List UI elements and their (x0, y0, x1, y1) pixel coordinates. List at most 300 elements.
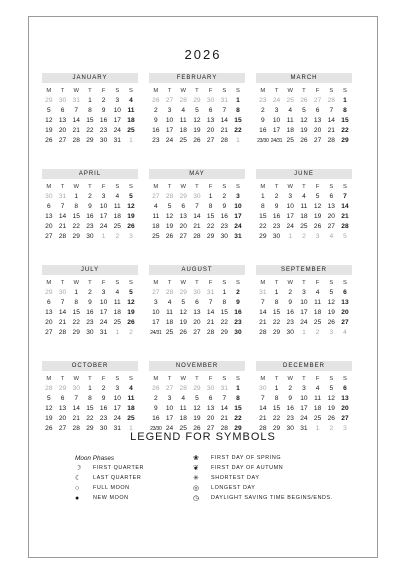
day-cell: 1 (222, 289, 227, 297)
day-cell: 31 (113, 137, 121, 145)
day-cell: 29 (179, 193, 187, 201)
day-cell: 6 (60, 395, 65, 403)
day-cell: 25 (313, 319, 322, 327)
month-july (42, 265, 138, 339)
longest-day-label: LONGEST DAY (211, 485, 256, 491)
day-cell: 29 (272, 425, 281, 433)
weekday-label: S (129, 280, 133, 286)
day-cell: 3 (302, 385, 306, 393)
day-cell: 11 (127, 395, 135, 403)
month-september (256, 265, 352, 339)
day-cell: 5 (343, 233, 347, 241)
day-cell: 27 (193, 329, 201, 337)
day-cell: 21 (58, 319, 67, 327)
day-cell: 14 (220, 117, 228, 125)
day-cell: 8 (88, 395, 92, 403)
day-cell: 29 (234, 425, 242, 433)
day-cell: 1 (74, 193, 79, 201)
day-cell: 5 (129, 193, 133, 201)
day-cell: 8 (274, 299, 279, 307)
day-cell: 29 (72, 329, 80, 337)
day-cell: 16 (286, 309, 294, 317)
week-row (42, 394, 138, 404)
day-cell: 31 (300, 425, 308, 433)
day-cell: 27 (152, 289, 160, 297)
day-cell: 26 (300, 137, 308, 145)
month-header: OCTOBER (42, 361, 138, 371)
shortest-day-icon: ✳ (193, 475, 200, 482)
day-cell: 31 (113, 425, 121, 433)
day-cell: 10 (152, 309, 160, 317)
day-cell: 2 (154, 107, 158, 115)
month-february (149, 73, 245, 147)
day-cell: 16 (99, 405, 108, 413)
new-moon-icon: ● (75, 494, 80, 502)
day-cell: 3 (274, 107, 279, 115)
day-cell: 2 (302, 233, 306, 241)
weekday-label: W (73, 376, 79, 382)
day-cell: 2 (315, 329, 320, 337)
day-cell: 9 (274, 203, 279, 211)
month-october (42, 361, 138, 435)
day-cell: 8 (222, 299, 227, 307)
weekday-label: S (329, 184, 334, 190)
weekday-label: F (315, 88, 320, 94)
day-cell: 15 (234, 405, 242, 413)
week-row (149, 394, 245, 404)
day-cell: 28 (220, 137, 228, 145)
week-row (149, 328, 245, 338)
day-cell: 15 (86, 117, 94, 125)
weekday-label: F (315, 376, 320, 382)
day-cell: 28 (45, 385, 53, 393)
day-cell: 1 (208, 193, 213, 201)
weekday-label: W (287, 88, 293, 94)
weekday-label: S (329, 88, 334, 94)
day-cell: 3 (167, 107, 172, 115)
spring-label: FIRST DAY OF SPRING (211, 455, 282, 461)
week-row (149, 212, 245, 222)
day-cell: 11 (127, 107, 135, 115)
day-cell: 3 (288, 193, 293, 201)
week-row (256, 384, 352, 394)
day-cell: 24 (99, 223, 108, 231)
day-cell: 25 (179, 425, 187, 433)
day-cell: 3 (329, 329, 334, 337)
day-cell: 1 (236, 137, 240, 145)
day-cell: 18 (127, 117, 135, 125)
week-row (149, 308, 245, 318)
day-cell: 24 (99, 319, 108, 327)
day-cell: 31 (58, 193, 67, 201)
day-cell: 20 (341, 309, 349, 317)
weekday-header-row (149, 182, 245, 192)
day-cell: 3 (129, 233, 133, 241)
day-cell: 7 (74, 395, 79, 403)
weekday-label: S (222, 184, 227, 190)
week-row (42, 202, 138, 212)
day-cell: 25 (113, 319, 121, 327)
day-cell: 25 (152, 233, 160, 241)
day-cell: 11 (166, 309, 173, 317)
day-cell: 11 (113, 203, 121, 211)
day-cell: 27 (327, 223, 335, 231)
weekday-label: T (60, 88, 65, 94)
weekday-label: S (129, 88, 133, 94)
weekday-label: M (46, 280, 52, 286)
day-cell: 16 (286, 405, 294, 413)
full-moon-label: FULL MOON (93, 485, 130, 491)
day-cell: 17 (165, 127, 174, 135)
day-cell: 17 (113, 117, 121, 125)
weekday-label: W (73, 184, 79, 190)
weekday-label: F (208, 184, 213, 190)
day-cell: 20 (313, 127, 322, 135)
week-row (256, 192, 352, 202)
day-cell: 21 (341, 213, 349, 221)
weekday-label: M (153, 88, 159, 94)
week-row (149, 126, 245, 136)
day-cell: 1 (261, 193, 265, 201)
weekday-label: F (101, 88, 106, 94)
day-cell: 5 (181, 299, 186, 307)
day-cell: 1 (129, 425, 133, 433)
calendar-page (28, 16, 378, 558)
autumn-icon: ❦ (193, 465, 200, 472)
day-cell: 17 (99, 309, 108, 317)
day-cell: 22 (72, 223, 80, 231)
day-cell: 31 (220, 97, 228, 105)
day-cell: 11 (300, 203, 308, 211)
day-cell: 7 (60, 203, 65, 211)
weekday-label: W (287, 184, 293, 190)
day-cell: 22 (272, 319, 281, 327)
week-row (149, 414, 245, 424)
day-cell: 28 (72, 137, 80, 145)
day-cell: 7 (261, 299, 265, 307)
weekday-header-row (42, 86, 138, 96)
day-cell: 13 (327, 203, 335, 211)
day-cell: 4 (129, 97, 133, 105)
day-cell: 1 (302, 329, 306, 337)
day-cell: 10 (99, 299, 108, 307)
day-cell: 25 (286, 137, 294, 145)
day-cell: 6 (343, 385, 347, 393)
day-cell: 16 (234, 309, 242, 317)
week-row (42, 222, 138, 232)
day-cell: 19 (127, 309, 135, 317)
day-cell: 3 (154, 299, 158, 307)
month-header: NOVEMBER (149, 361, 245, 371)
day-cell: 7 (222, 395, 227, 403)
week-row (149, 318, 245, 328)
day-cell: 18 (152, 223, 160, 231)
week-row (256, 106, 352, 116)
day-cell: 28 (179, 385, 187, 393)
weekday-label: T (60, 376, 65, 382)
day-cell: 28 (259, 425, 267, 433)
day-cell: 1 (74, 289, 79, 297)
day-cell: 19 (327, 405, 335, 413)
weekday-label: S (329, 280, 334, 286)
day-cell: 12 (127, 203, 135, 211)
day-cell: 14 (72, 117, 80, 125)
week-row (149, 116, 245, 126)
day-cell: 22 (86, 127, 94, 135)
week-row (149, 232, 245, 242)
month-header: MAY (149, 169, 245, 179)
day-cell: 23 (286, 319, 294, 327)
day-cell: 6 (195, 299, 199, 307)
day-cell: 22 (72, 319, 80, 327)
month-january (42, 73, 138, 147)
day-cell: 31 (72, 97, 80, 105)
day-cell: 30 (272, 233, 281, 241)
day-cell: 18 (113, 213, 121, 221)
weekday-header-row (149, 86, 245, 96)
day-cell: 29 (193, 97, 201, 105)
day-cell: 21 (193, 223, 201, 231)
daylight-saving-icon: ◷ (193, 495, 200, 502)
month-may (149, 169, 245, 243)
day-cell: 8 (74, 299, 79, 307)
day-cell: 28 (341, 223, 349, 231)
week-row (42, 298, 138, 308)
day-cell: 8 (74, 203, 79, 211)
day-cell: 10 (165, 405, 174, 413)
day-cell: 30 (58, 289, 67, 297)
day-cell: 17 (165, 415, 174, 423)
day-cell: 29 (193, 385, 201, 393)
daylight-saving-row (193, 493, 333, 503)
day-cell: 2 (115, 233, 120, 241)
day-cell: 18 (165, 319, 174, 327)
day-cell: 11 (314, 395, 322, 403)
month-header: DECEMBER (256, 361, 352, 371)
weekday-label: S (115, 280, 120, 286)
first-quarter-label: FIRST QUARTER (93, 465, 145, 471)
day-cell: 7 (74, 107, 79, 115)
day-cell: 27 (341, 319, 349, 327)
day-cell: 14 (206, 309, 215, 317)
day-cell: 11 (314, 299, 322, 307)
shortest-day-label: SHORTEST DAY (211, 475, 260, 481)
day-cell: 15 (86, 405, 94, 413)
day-cell: 25 (313, 415, 322, 423)
day-cell: 15 (234, 117, 242, 125)
weekday-label: S (115, 376, 120, 382)
day-cell: 4 (288, 107, 293, 115)
day-cell: 6 (329, 193, 334, 201)
day-cell: 2 (288, 289, 293, 297)
day-cell: 28 (179, 97, 187, 105)
weekday-label: S (236, 88, 240, 94)
day-cell: 2 (101, 97, 106, 105)
day-cell: 3 (236, 193, 240, 201)
day-cell: 2 (154, 395, 158, 403)
day-cell: 15 (272, 405, 281, 413)
weekday-header-row (256, 86, 352, 96)
day-cell: 5 (129, 289, 133, 297)
day-cell: 17 (152, 319, 160, 327)
day-cell: 30 (193, 289, 201, 297)
last-quarter-label: LAST QUARTER (93, 475, 142, 481)
day-cell: 1 (88, 97, 92, 105)
weekday-label: S (236, 280, 240, 286)
day-cell: 14 (341, 203, 349, 211)
day-cell: 28 (165, 289, 174, 297)
day-cell: 26 (327, 415, 335, 423)
day-cell: 16 (86, 309, 94, 317)
day-cell: 26 (179, 329, 187, 337)
weekday-label: S (343, 184, 347, 190)
day-cell: 13 (193, 309, 201, 317)
day-cell: 6 (47, 203, 51, 211)
day-cell: 15 (341, 117, 349, 125)
day-cell: 27 (179, 233, 187, 241)
longest-day-row (193, 483, 333, 493)
day-cell: 21 (220, 127, 228, 135)
weekday-label: F (208, 376, 213, 382)
week-row (42, 384, 138, 394)
day-cell: 2 (88, 193, 92, 201)
full-moon-row (75, 483, 144, 493)
day-cell: 30 (206, 385, 215, 393)
day-cell: 3 (343, 425, 347, 433)
day-cell: 18 (113, 309, 121, 317)
week-row (256, 212, 352, 222)
day-cell: 12 (127, 299, 135, 307)
day-cell: 30 (286, 329, 294, 337)
day-cell: 1 (274, 385, 279, 393)
day-cell: 20 (206, 127, 215, 135)
weekday-label: T (167, 184, 172, 190)
day-cell: 10 (113, 395, 121, 403)
day-cell: 8 (274, 395, 279, 403)
day-cell: 9 (101, 107, 106, 115)
day-cell: 17 (99, 213, 108, 221)
day-cell: 30 (86, 329, 94, 337)
day-cell: 4 (343, 329, 347, 337)
day-cell: 27 (341, 415, 349, 423)
day-cell: 4 (329, 233, 334, 241)
day-cell: 3 (115, 97, 120, 105)
day-cell: 24 (272, 97, 281, 105)
day-cell: 23/30 (257, 138, 269, 145)
day-cell: 23 (86, 319, 94, 327)
day-cell: 21 (259, 319, 267, 327)
weekday-label: T (88, 88, 92, 94)
day-cell: 2 (261, 107, 265, 115)
day-cell: 14 (220, 405, 228, 413)
month-header: SEPTEMBER (256, 265, 352, 275)
weekday-label: W (180, 280, 186, 286)
week-row (42, 318, 138, 328)
weekday-label: T (302, 184, 306, 190)
day-cell: 4 (115, 289, 120, 297)
day-cell: 10 (99, 203, 108, 211)
day-cell: 13 (206, 405, 215, 413)
day-cell: 24 (286, 223, 294, 231)
month-header: FEBRUARY (149, 73, 245, 83)
day-cell: 16 (152, 127, 160, 135)
day-cell: 1 (274, 289, 279, 297)
weekday-label: T (195, 280, 199, 286)
day-cell: 23 (286, 415, 294, 423)
day-cell: 18 (313, 405, 322, 413)
legend (75, 453, 355, 533)
new-moon-label: NEW MOON (93, 495, 129, 501)
day-cell: 18 (179, 127, 187, 135)
day-cell: 30 (99, 137, 108, 145)
month-header: JANUARY (42, 73, 138, 83)
day-cell: 22 (341, 127, 349, 135)
weekday-label: W (287, 376, 293, 382)
day-cell: 8 (236, 107, 240, 115)
day-cell: 27 (45, 233, 53, 241)
day-cell: 20 (179, 223, 187, 231)
week-row (42, 96, 138, 106)
week-row (42, 116, 138, 126)
weekday-label: F (315, 280, 320, 286)
day-cell: 25 (179, 137, 187, 145)
day-cell: 29 (72, 233, 80, 241)
day-cell: 20 (206, 415, 215, 423)
month-header: APRIL (42, 169, 138, 179)
week-row (256, 136, 352, 146)
day-cell: 28 (206, 329, 215, 337)
day-cell: 12 (193, 405, 201, 413)
day-cell: 29 (220, 329, 228, 337)
day-cell: 17 (234, 213, 242, 221)
day-cell: 3 (101, 289, 106, 297)
day-cell: 24 (165, 137, 174, 145)
week-row (256, 328, 352, 338)
day-cell: 10 (234, 203, 242, 211)
day-cell: 19 (313, 213, 322, 221)
day-cell: 6 (315, 107, 320, 115)
day-cell: 10 (300, 299, 308, 307)
day-cell: 29 (45, 289, 53, 297)
day-cell: 19 (45, 415, 53, 423)
day-cell: 19 (179, 319, 187, 327)
day-cell: 17 (300, 309, 308, 317)
month-header: AUGUST (149, 265, 245, 275)
day-cell: 3 (315, 233, 320, 241)
weekday-label: T (274, 88, 279, 94)
weekday-label: M (153, 376, 159, 382)
day-cell: 22 (272, 415, 281, 423)
day-cell: 8 (236, 395, 240, 403)
day-cell: 4 (302, 193, 306, 201)
day-cell: 14 (327, 117, 335, 125)
weekday-label: T (302, 376, 306, 382)
weekday-header-row (42, 182, 138, 192)
day-cell: 24 (165, 425, 174, 433)
day-cell: 2 (288, 385, 293, 393)
seasons-column (193, 453, 333, 503)
day-cell: 30 (58, 97, 67, 105)
day-cell: 7 (222, 107, 227, 115)
weekday-label: S (329, 376, 334, 382)
month-november (149, 361, 245, 435)
weekday-label: T (195, 184, 199, 190)
day-cell: 14 (72, 405, 80, 413)
day-cell: 29 (272, 329, 281, 337)
day-cell: 27 (165, 97, 174, 105)
day-cell: 1 (101, 233, 106, 241)
day-cell: 4 (129, 385, 133, 393)
